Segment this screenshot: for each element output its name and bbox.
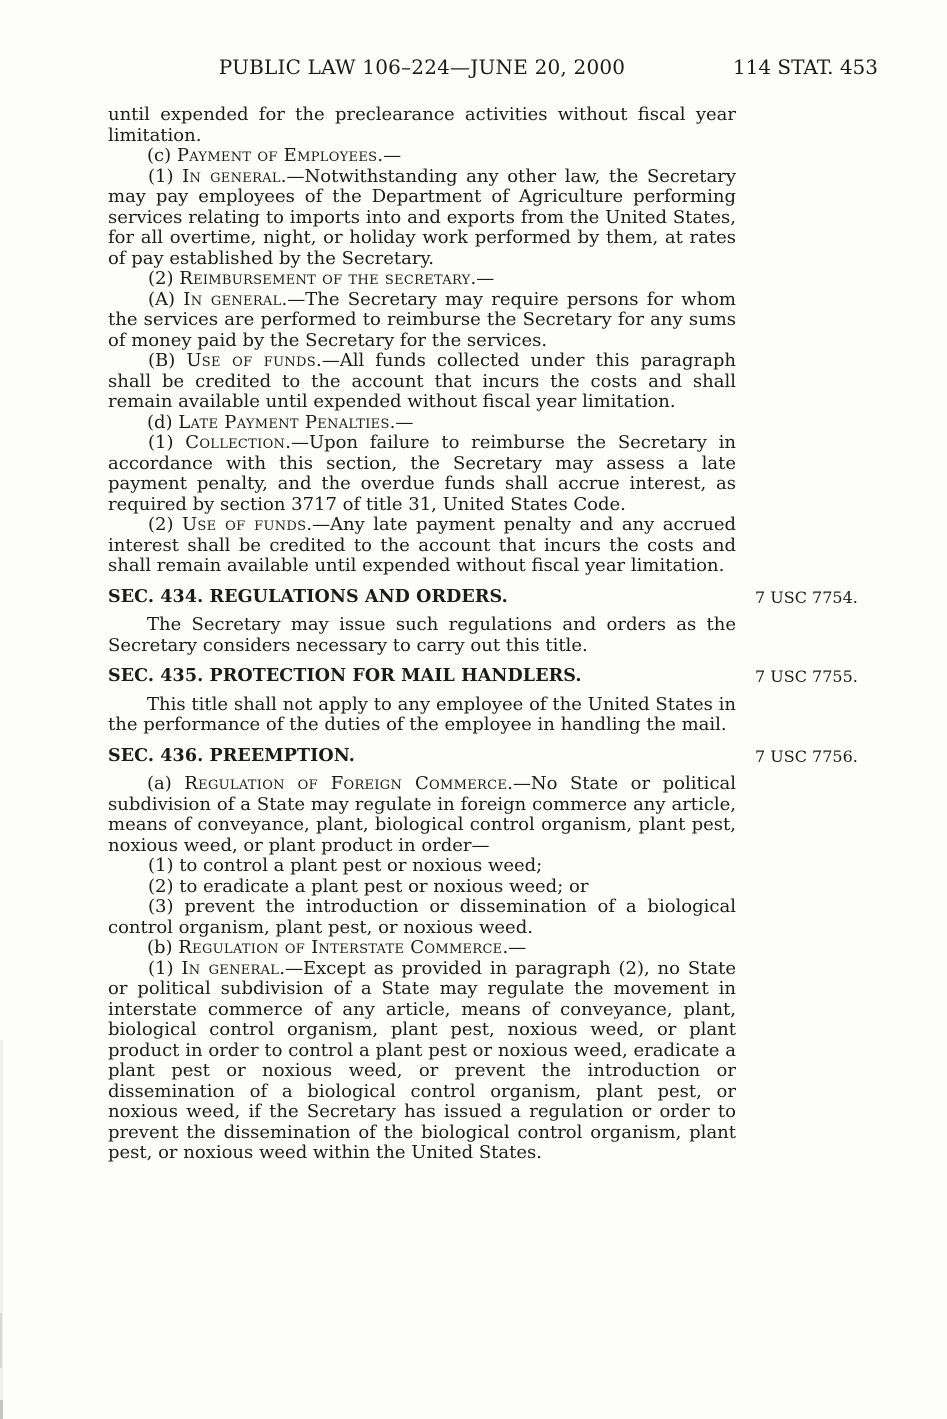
smallcaps-run: In general [183, 288, 282, 310]
smallcaps-run: In general [181, 957, 280, 979]
text-run: (B) [148, 350, 187, 371]
text-run: (1) [148, 432, 186, 453]
text-run: The Secretary may issue such regulations and orders as the Secretary considers necessary to carry out this title. [108, 614, 736, 656]
paragraph [108, 413, 736, 434]
text-run: (3) prevent the introduction or dissemination of a biological control organism, plant pest, or noxious weed. [108, 896, 736, 938]
section-heading: SEC. 435. PROTECTION FOR MAIL HANDLERS. [108, 666, 582, 686]
text-run: .—All funds collected under this paragraph shall be credited to the account that incurs the costs and shall remain available until expended without fiscal year limitation. [108, 350, 737, 412]
text-run: (A) [148, 288, 184, 310]
paragraph [108, 695, 736, 736]
text-run: .—Except as provided in paragraph (2), no State or political subdivision of a State may regulate the movement in interstate commerce of any article, means of conveyance, plant, biological control organism, plant pest, noxious weed, or plant product in order to control a plant pest or noxious weed, eradicate a plant pest or noxious weed, or prevent the introduction or dissemination of a biological control organism, plant pest, or noxious weed, if the Secretary has issued a regulation or order to prevent the dissemination of the biological control organism, plant pest, or noxious weed within the United States. [108, 957, 737, 1163]
text-run: .— [502, 937, 527, 958]
text-run: .—Any late payment penalty and any accrued interest shall be credited to the account that incurs the costs and shall remain available until expended without fiscal year limitation. [108, 514, 737, 576]
paragraph [108, 105, 736, 146]
text-run: (a) [147, 773, 185, 794]
section-heading: SEC. 436. PREEMPTION. [108, 745, 355, 766]
smallcaps-run: In general [182, 165, 281, 187]
text-run: (b) [147, 937, 179, 958]
text-run: .—Notwithstanding any other law, the Secretary may pay employees of the Department of Agriculture performing services relating to imports into and exports from the United States, for all overtime, night, or holiday work performed by them, at rates of pay established by the Secretary. [108, 165, 737, 269]
text-run: .—The Secretary may require persons for whom the services are performed to reimburse the Secretary for any sums of money paid by the Secretary for the services. [108, 288, 736, 351]
paragraph [108, 433, 736, 515]
paragraph [108, 615, 736, 656]
scan-artifact-tick [0, 1313, 2, 1368]
smallcaps-run: Collection [185, 432, 286, 453]
text-run: (1) [148, 957, 182, 979]
smallcaps-run: Use of funds [181, 514, 307, 535]
page-header [108, 55, 878, 81]
paragraph [108, 269, 736, 290]
text-run: (1) [148, 165, 183, 187]
paragraph [108, 774, 736, 856]
us-code-margin-note: 7 USC 7756. [755, 746, 858, 766]
text-run: This title shall not apply to any employee of the United States in the performance of the duties of the employee in handling the mail. [108, 693, 736, 735]
paragraph [108, 856, 736, 877]
text-run: .—No State or political subdivision of a State may regulate in foreign commerce any article, means of conveyance, plant, biological control organism, plant pest, noxious weed, or plant product in order— [108, 773, 737, 856]
paragraph [108, 515, 736, 577]
smallcaps-run: Reimbursement of the secretary [179, 268, 471, 289]
section-row [108, 666, 858, 687]
text-run: .— [377, 145, 402, 166]
smallcaps-run: Use of funds [186, 350, 316, 371]
text-run: (2) [148, 514, 182, 535]
smallcaps-run: Payment of Employees [176, 145, 378, 166]
section-row [108, 586, 858, 608]
text-run: (1) to control a plant pest or noxious weed; [148, 855, 543, 876]
text-run: (2) [148, 268, 180, 289]
smallcaps-run: Regulation of Interstate Commerce [178, 937, 503, 958]
document-body [108, 104, 858, 1164]
running-head-law-title: PUBLIC LAW 106–224—JUNE 20, 2000 [218, 55, 626, 79]
scan-artifact-tick [0, 1400, 3, 1419]
text-run: (d) [147, 411, 179, 433]
text-run: (c) [147, 145, 177, 166]
paragraph [108, 290, 736, 352]
section-heading: SEC. 434. REGULATIONS AND ORDERS. [108, 586, 508, 607]
paragraph [108, 938, 736, 959]
smallcaps-run: Late Payment Penalties [178, 411, 390, 433]
paragraph [108, 877, 736, 898]
text-run: .— [470, 268, 495, 289]
us-code-margin-note: 7 USC 7754. [755, 587, 858, 607]
paragraph [108, 959, 736, 1164]
paragraph [108, 351, 736, 413]
smallcaps-run: Regulation of Foreign Commerce [184, 773, 508, 794]
paragraph [108, 146, 736, 167]
text-run: (2) to eradicate a plant pest or noxious weed; or [148, 875, 589, 897]
section-row [108, 745, 858, 767]
running-head-stat-page-number: 114 STAT. 453 [732, 55, 878, 79]
text-run: .— [389, 411, 414, 433]
text-run: .—Upon failure to reimburse the Secretary in accordance with this section, the Secretary may assess a late payment penalty, and the overdue funds shall accrue interest, as required by section 3717 of title 31, United States Code. [108, 432, 736, 515]
text-run: until expended for the preclearance activities without fiscal year limitation. [108, 104, 736, 146]
paragraph [108, 167, 736, 270]
paragraph [108, 897, 736, 938]
us-code-margin-note: 7 USC 7755. [755, 667, 858, 686]
